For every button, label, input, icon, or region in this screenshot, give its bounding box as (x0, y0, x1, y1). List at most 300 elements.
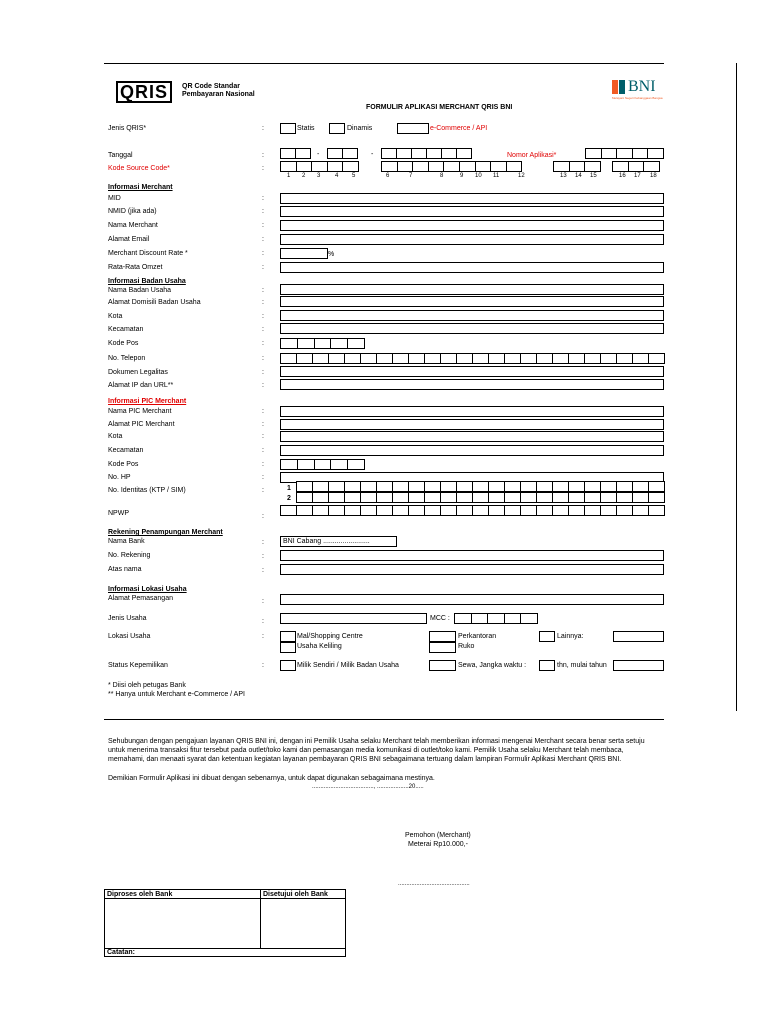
jenis-usaha-label: Jenis Usaha (108, 615, 147, 622)
digit-index: 5 (352, 173, 356, 179)
kecamatan-pic-label: Kecamatan (108, 447, 144, 454)
identitas-2-cell[interactable] (488, 492, 505, 503)
nomor-aplikasi-cell[interactable] (616, 148, 633, 159)
statement-line-3: memahami, dan menaati syarat dan ketentuan kegiatan layanan pembayaran QRIS BNI sebagaimana tertuang dalam lampiran Formulir Aplikasi Merchant QRIS BNI. (108, 756, 622, 763)
colon: : (262, 125, 264, 132)
kode-a-cell[interactable] (296, 161, 313, 172)
nmid-label: NMID (jika ada) (108, 208, 157, 215)
kode-pos-cell[interactable] (314, 338, 332, 349)
kode-a-cell[interactable] (311, 161, 328, 172)
kode-source-label: Kode Source Code* (108, 165, 170, 172)
tanggal-month-cell[interactable] (327, 148, 343, 159)
no-telepon-cell[interactable] (360, 353, 377, 364)
no-telepon-cell[interactable] (616, 353, 633, 364)
identitas-1-cell[interactable] (440, 481, 457, 492)
signature-line: ........................................... (398, 881, 470, 887)
perkantoran-label: Perkantoran (458, 633, 497, 640)
kota-input[interactable] (280, 310, 664, 321)
alamat-ip-input[interactable] (280, 379, 664, 390)
bni-symbol-icon (612, 80, 626, 94)
digit-index: 6 (386, 173, 390, 179)
no-telepon-cell[interactable] (328, 353, 345, 364)
kode-a-cell[interactable] (342, 161, 359, 172)
nama-merchant-label: Nama Merchant (108, 222, 158, 229)
kode-pos-cell[interactable] (280, 338, 298, 349)
no-telepon-cell[interactable] (600, 353, 617, 364)
npwp-cell[interactable] (456, 505, 473, 516)
digit-index: 12 (518, 173, 525, 179)
ecommerce-label: e-Commerce / API (430, 125, 488, 132)
sewa-label: Sewa, Jangka waktu : (458, 662, 527, 669)
kode-a-cell[interactable] (280, 161, 297, 172)
npwp-cell[interactable] (616, 505, 633, 516)
npwp-cell[interactable] (584, 505, 601, 516)
omzet-label: Rata-Rata Omzet (108, 264, 163, 271)
identitas-2-cell[interactable] (376, 492, 393, 503)
colon: : (262, 662, 264, 669)
identitas-2-cell[interactable] (408, 492, 425, 503)
identitas-1-cell[interactable] (456, 481, 473, 492)
alamat-pemasangan-input[interactable] (280, 594, 664, 605)
colon: : (262, 326, 264, 333)
identitas-1-cell[interactable] (584, 481, 601, 492)
tanggal-day-cell[interactable] (280, 148, 296, 159)
lokasi-heading: Informasi Lokasi Usaha (108, 586, 187, 593)
npwp-cell[interactable] (376, 505, 393, 516)
kode-b-cell[interactable] (490, 161, 507, 172)
keliling-checkbox[interactable] (280, 642, 296, 653)
npwp-cell[interactable] (392, 505, 409, 516)
npwp-cell[interactable] (600, 505, 617, 516)
identitas-2-cell[interactable] (344, 492, 361, 503)
disetujui-header: Disetujui oleh Bank (263, 891, 328, 898)
nama-pic-label: Nama PIC Merchant (108, 408, 172, 415)
tanggal-year-cell[interactable] (396, 148, 412, 159)
identitas-2-cell[interactable] (328, 492, 345, 503)
colon: : (262, 340, 264, 347)
informasi-merchant-heading: Informasi Merchant (108, 184, 173, 191)
identitas-2-cell[interactable] (648, 492, 665, 503)
kode-b-cell[interactable] (506, 161, 523, 172)
table-footer-divider (105, 948, 345, 949)
no-telepon-cell[interactable] (584, 353, 601, 364)
npwp-cell[interactable] (424, 505, 441, 516)
alamat-ip-label: Alamat IP dan URL** (108, 382, 174, 389)
tanggal-dash-1: - (317, 151, 320, 158)
kode-pos-pic-cell[interactable] (280, 459, 298, 470)
mid-input[interactable] (280, 193, 664, 204)
table-column-divider (260, 890, 261, 948)
percent-sign: % (328, 251, 335, 258)
tanggal-year-cell[interactable] (441, 148, 457, 159)
kode-pos-pic-cell[interactable] (297, 459, 315, 470)
ecommerce-checkbox[interactable] (397, 123, 429, 134)
lainnya-checkbox[interactable] (539, 631, 555, 642)
identitas-2-cell[interactable] (632, 492, 649, 503)
colon: : (262, 539, 264, 546)
milik-sendiri-checkbox[interactable] (280, 660, 296, 671)
kode-c-cell[interactable] (584, 161, 601, 172)
no-rekening-input[interactable] (280, 550, 664, 561)
no-telepon-cell[interactable] (440, 353, 457, 364)
nama-merchant-input[interactable] (280, 220, 664, 231)
npwp-cell[interactable] (632, 505, 649, 516)
dokumen-legalitas-input[interactable] (280, 366, 664, 377)
npwp-cell[interactable] (552, 505, 569, 516)
mid-label: MID (108, 195, 121, 202)
kode-b-cell[interactable] (459, 161, 476, 172)
identitas-2-cell[interactable] (536, 492, 553, 503)
colon: : (262, 250, 264, 257)
colon: : (262, 618, 264, 625)
colon: : (262, 195, 264, 202)
form-title: FORMULIR APLIKASI MERCHANT QRIS BNI (366, 104, 513, 111)
alamat-domisili-input[interactable] (280, 296, 664, 307)
alamat-email-input[interactable] (280, 234, 664, 245)
kode-b-cell[interactable] (475, 161, 492, 172)
tanggal-year-cell[interactable] (456, 148, 472, 159)
identitas-1-cell[interactable] (296, 481, 313, 492)
mcc-cell[interactable] (520, 613, 538, 624)
digit-index: 9 (460, 173, 464, 179)
no-telepon-cell[interactable] (520, 353, 537, 364)
kode-pos-pic-cell[interactable] (347, 459, 365, 470)
colon: : (262, 208, 264, 215)
nomor-aplikasi-cell[interactable] (585, 148, 602, 159)
kode-pos-label: Kode Pos (108, 340, 139, 347)
colon: : (262, 513, 264, 520)
kota-pic-input[interactable] (280, 431, 664, 442)
identitas-1-cell[interactable] (344, 481, 361, 492)
lainnya-input[interactable] (613, 631, 664, 642)
digit-index: 11 (493, 173, 500, 179)
kota-label: Kota (108, 313, 123, 320)
statement-line-2: untuk menerima transaksi fitur tersebut pada outlet/toko kami dan pemasangan media komunikasi di outlet/toko kami. Pemilik Usaha selaku Merchant telah membaca, (108, 747, 624, 754)
nomor-aplikasi-cell[interactable] (647, 148, 664, 159)
divider (104, 719, 664, 720)
identitas-2-cell[interactable] (552, 492, 569, 503)
digit-index: 18 (650, 173, 657, 179)
sewa-checkbox[interactable] (429, 660, 456, 671)
colon: : (262, 567, 264, 574)
nomor-aplikasi-cell[interactable] (632, 148, 649, 159)
no-telepon-cell[interactable] (472, 353, 489, 364)
qris-tagline-2: Pembayaran Nasional (182, 91, 255, 98)
mcc-cell[interactable] (487, 613, 505, 624)
kode-b-cell[interactable] (397, 161, 414, 172)
qris-logo-text: QRIS (116, 81, 172, 103)
kode-pos-cell[interactable] (347, 338, 365, 349)
digit-index: 10 (475, 173, 482, 179)
alamat-pic-label: Alamat PIC Merchant (108, 421, 175, 428)
colon: : (262, 474, 264, 481)
right-border (736, 63, 737, 711)
colon: : (262, 633, 264, 640)
bni-tagline: Melayani Negeri Kebanggaan Bangsa (612, 96, 663, 100)
identitas-2-cell[interactable] (360, 492, 377, 503)
npwp-cell[interactable] (440, 505, 457, 516)
colon: : (262, 487, 264, 494)
kode-pos-cell[interactable] (330, 338, 348, 349)
tanggal-year-cell[interactable] (426, 148, 442, 159)
digit-index: 3 (317, 173, 321, 179)
npwp-cell[interactable] (296, 505, 313, 516)
colon: : (262, 598, 264, 605)
kode-pos-pic-cell[interactable] (314, 459, 332, 470)
identitas-1-cell[interactable] (408, 481, 425, 492)
bni-logo-text: BNI (628, 78, 656, 95)
kode-b-cell[interactable] (381, 161, 398, 172)
identitas-1-cell[interactable] (632, 481, 649, 492)
no-rekening-label: No. Rekening (108, 552, 151, 559)
kota-pic-label: Kota (108, 433, 123, 440)
no-telepon-cell[interactable] (376, 353, 393, 364)
informasi-pic-heading: Informasi PIC Merchant (108, 398, 187, 405)
identitas-1-cell[interactable] (328, 481, 345, 492)
identitas-2-cell[interactable] (456, 492, 473, 503)
digit-index: 7 (409, 173, 413, 179)
mdr-label: Merchant Discount Rate * (108, 250, 188, 257)
no-telepon-cell[interactable] (296, 353, 313, 364)
no-telepon-cell[interactable] (536, 353, 553, 364)
colon: : (262, 287, 264, 294)
tanggal-label: Tanggal (108, 152, 133, 159)
identitas-2-cell[interactable] (616, 492, 633, 503)
omzet-input[interactable] (280, 262, 664, 273)
identitas-1-cell[interactable] (520, 481, 537, 492)
no-telepon-cell[interactable] (632, 353, 649, 364)
statement-line-1: Sehubungan dengan pengajuan layanan QRIS BNI ini, dengan ini Pemilik Usaha selaku Merchant telah memberikan informasi mengenai Merchant secara benar serta setuju (108, 738, 645, 745)
no-telepon-cell[interactable] (568, 353, 585, 364)
dinamis-label: Dinamis (347, 125, 373, 132)
identitas-2-cell[interactable] (600, 492, 617, 503)
lainnya-label: Lainnya: (557, 633, 584, 640)
kode-pos-pic-cell[interactable] (330, 459, 348, 470)
identitas-num-2: 2 (287, 495, 291, 502)
bank-approval-table (104, 889, 346, 957)
mcc-cell[interactable] (471, 613, 489, 624)
note-2: ** Hanya untuk Merchant e-Commerce / API (108, 691, 245, 698)
colon: : (262, 222, 264, 229)
identitas-1-cell[interactable] (424, 481, 441, 492)
npwp-cell[interactable] (280, 505, 297, 516)
npwp-cell[interactable] (648, 505, 665, 516)
kode-c-cell[interactable] (569, 161, 586, 172)
identitas-2-cell[interactable] (472, 492, 489, 503)
kecamatan-input[interactable] (280, 323, 664, 334)
kode-d-cell[interactable] (612, 161, 629, 172)
colon: : (262, 236, 264, 243)
tanggal-month-cell[interactable] (342, 148, 358, 159)
colon: : (262, 264, 264, 271)
nama-bank-value: BNI Cabang ........................ (283, 538, 370, 545)
digit-index: 17 (634, 173, 641, 179)
identitas-1-cell[interactable] (648, 481, 665, 492)
digit-index: 14 (575, 173, 582, 179)
identitas-1-cell[interactable] (568, 481, 585, 492)
npwp-cell[interactable] (312, 505, 329, 516)
diproses-header: Diproses oleh Bank (107, 891, 173, 898)
mcc-label: MCC : (430, 615, 450, 622)
no-telepon-label: No. Telepon (108, 355, 146, 362)
colon: : (262, 313, 264, 320)
mcc-cell[interactable] (504, 613, 522, 624)
colon: : (262, 152, 264, 159)
nama-badan-usaha-input[interactable] (280, 284, 664, 295)
pemohon-label: Pemohon (Merchant) (405, 832, 471, 839)
colon: : (262, 433, 264, 440)
no-telepon-cell[interactable] (488, 353, 505, 364)
identitas-1-cell[interactable] (488, 481, 505, 492)
kode-b-cell[interactable] (412, 161, 429, 172)
no-telepon-cell[interactable] (504, 353, 521, 364)
identitas-1-cell[interactable] (536, 481, 553, 492)
mulai-tahun-label: thn, mulai tahun (557, 662, 607, 669)
alamat-pic-input[interactable] (280, 419, 664, 430)
mal-label: Mal/Shopping Centre (297, 633, 363, 640)
identitas-1-cell[interactable] (376, 481, 393, 492)
note-1: * Diisi oleh petugas Bank (108, 682, 186, 689)
dokumen-legalitas-label: Dokumen Legalitas (108, 369, 168, 376)
statis-checkbox[interactable] (280, 123, 296, 134)
identitas-2-cell[interactable] (504, 492, 521, 503)
kode-d-cell[interactable] (628, 161, 645, 172)
npwp-cell[interactable] (328, 505, 345, 516)
identitas-2-cell[interactable] (584, 492, 601, 503)
mdr-input[interactable] (280, 248, 328, 259)
identitas-2-cell[interactable] (392, 492, 409, 503)
nomor-aplikasi-label: Nomor Aplikasi* (507, 152, 557, 159)
nama-pic-input[interactable] (280, 406, 664, 417)
date-place-line: ....................................., ...................20..... (312, 784, 424, 790)
kode-c-cell[interactable] (553, 161, 570, 172)
no-identitas-label: No. Identitas (KTP / SIM) (108, 487, 186, 494)
ruko-label: Ruko (458, 643, 475, 650)
colon: : (262, 165, 264, 172)
kode-pos-cell[interactable] (297, 338, 315, 349)
identitas-2-cell[interactable] (520, 492, 537, 503)
qris-tagline-1: QR Code Standar (182, 83, 240, 90)
colon: : (262, 369, 264, 376)
identitas-2-cell[interactable] (296, 492, 313, 503)
no-telepon-cell[interactable] (392, 353, 409, 364)
no-telepon-cell[interactable] (408, 353, 425, 364)
digit-index: 1 (287, 173, 291, 179)
tanggal-dash-2: - (371, 151, 374, 158)
no-hp-label: No. HP (108, 474, 131, 481)
identitas-1-cell[interactable] (600, 481, 617, 492)
npwp-cell[interactable] (520, 505, 537, 516)
ruko-checkbox[interactable] (429, 642, 456, 653)
npwp-cell[interactable] (568, 505, 585, 516)
kode-pos-pic-label: Kode Pos (108, 461, 139, 468)
npwp-cell[interactable] (360, 505, 377, 516)
atas-nama-input[interactable] (280, 564, 664, 575)
tanggal-year-cell[interactable] (411, 148, 427, 159)
informasi-badan-usaha-heading: Informasi Badan Usaha (108, 278, 186, 285)
mcc-cell[interactable] (454, 613, 472, 624)
kecamatan-pic-input[interactable] (280, 445, 664, 456)
npwp-cell[interactable] (408, 505, 425, 516)
rekening-heading: Rekening Penampungan Merchant (108, 529, 223, 536)
jangka-waktu-input[interactable] (539, 660, 555, 671)
no-telepon-cell[interactable] (456, 353, 473, 364)
kode-a-cell[interactable] (327, 161, 344, 172)
tanggal-year-cell[interactable] (381, 148, 397, 159)
digit-index: 13 (560, 173, 567, 179)
no-telepon-cell[interactable] (552, 353, 569, 364)
milik-sendiri-label: Milik Sendiri / Milik Badan Usaha (297, 662, 399, 669)
digit-index: 2 (302, 173, 306, 179)
mulai-tahun-input[interactable] (613, 660, 664, 671)
no-telepon-cell[interactable] (424, 353, 441, 364)
npwp-cell[interactable] (344, 505, 361, 516)
npwp-cell[interactable] (504, 505, 521, 516)
nama-bank-label: Nama Bank (108, 538, 145, 545)
no-telepon-cell[interactable] (344, 353, 361, 364)
identitas-1-cell[interactable] (504, 481, 521, 492)
colon: : (262, 461, 264, 468)
kode-d-cell[interactable] (643, 161, 660, 172)
tanggal-day-cell[interactable] (295, 148, 311, 159)
digit-index: 8 (440, 173, 444, 179)
identitas-1-cell[interactable] (360, 481, 377, 492)
npwp-cell[interactable] (488, 505, 505, 516)
npwp-cell[interactable] (472, 505, 489, 516)
digit-index: 15 (590, 173, 597, 179)
identitas-2-cell[interactable] (312, 492, 329, 503)
statement-line-4: Demikian Formulir Aplikasi ini dibuat dengan sebenarnya, untuk dapat digunakan sebagaimana mestinya. (108, 775, 435, 782)
identitas-1-cell[interactable] (552, 481, 569, 492)
nomor-aplikasi-cell[interactable] (601, 148, 618, 159)
meterai-label: Meterai Rp10.000,- (408, 841, 468, 848)
npwp-label: NPWP (108, 510, 129, 517)
mal-checkbox[interactable] (280, 631, 296, 642)
no-telepon-cell[interactable] (648, 353, 665, 364)
status-kepemilikan-label: Status Kepemilikan (108, 662, 168, 669)
kode-b-cell[interactable] (443, 161, 460, 172)
nmid-input[interactable] (280, 206, 664, 217)
identitas-num-1: 1 (287, 485, 291, 492)
identitas-1-cell[interactable] (392, 481, 409, 492)
npwp-cell[interactable] (536, 505, 553, 516)
jenis-qris-label: Jenis QRIS* (108, 125, 147, 132)
colon: : (262, 447, 264, 454)
perkantoran-checkbox[interactable] (429, 631, 456, 642)
digit-index: 16 (619, 173, 626, 179)
catatan-label: Catatan: (107, 949, 136, 956)
nama-badan-usaha-label: Nama Badan Usaha (108, 287, 172, 294)
colon: : (262, 408, 264, 415)
identitas-2-cell[interactable] (440, 492, 457, 503)
identitas-1-cell[interactable] (312, 481, 329, 492)
identitas-2-cell[interactable] (568, 492, 585, 503)
colon: : (262, 421, 264, 428)
colon: : (262, 382, 264, 389)
statis-label: Statis (297, 125, 315, 132)
no-telepon-cell[interactable] (312, 353, 329, 364)
no-telepon-cell[interactable] (280, 353, 297, 364)
identitas-1-cell[interactable] (472, 481, 489, 492)
colon: : (262, 299, 264, 306)
dinamis-checkbox[interactable] (329, 123, 345, 134)
jenis-usaha-input[interactable] (280, 613, 427, 624)
lokasi-usaha-label: Lokasi Usaha (108, 633, 151, 640)
kode-b-cell[interactable] (428, 161, 445, 172)
identitas-1-cell[interactable] (616, 481, 633, 492)
identitas-2-cell[interactable] (424, 492, 441, 503)
digit-index: 4 (335, 173, 339, 179)
